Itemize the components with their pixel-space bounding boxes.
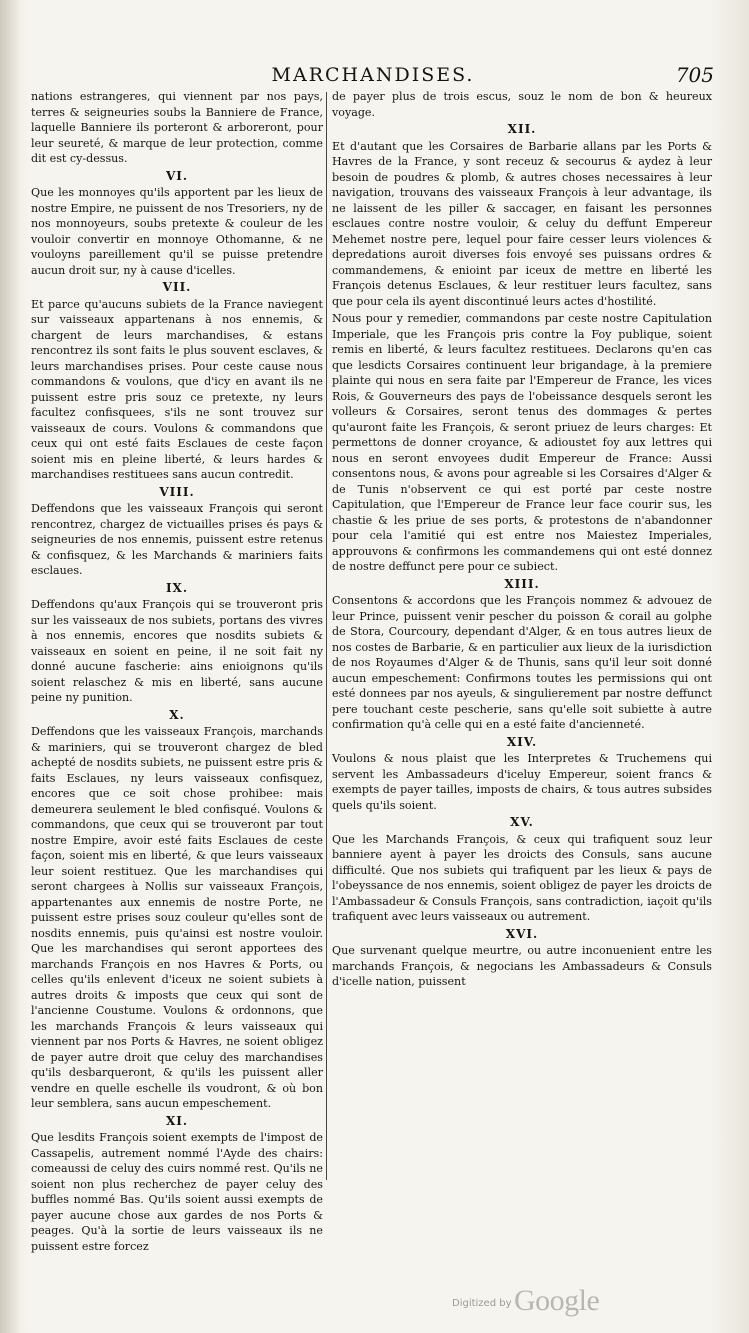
article-number-viii: VIII. [159,484,195,499]
article-xvi-text: Que survenant quelque meurtre, ou autre inconuenient entre les marchands François, & negocians les Ambassadeurs & Consuls d'icelle nation, puissent [332,944,712,988]
page-gutter-shadow [0,0,20,1333]
article-xi-text: Que lesdits François soient exempts de l'impost de Cassapelis, autrement nommé l'Ayde des chairs: comeaussi de celuy des cuirs nommé rest. Qu'ils ne soient non plus recherchez de payer celuy des buffles nommé Bas. Qu'ils soient aussi exempts de payer aucune chose aux gardes de nos Ports & peages. Qu'à la sortie de leurs vaisseaux ils ne puissent estre forcez [31,1131,323,1253]
column-rule [326,92,327,1180]
article-vi-text: Que les monnoyes qu'ils apportent par les lieux de nostre Empire, ne puissent de nos Tresoriers, ny de nos monnoyeurs, soubs pretexte & couleur de les vouloir convertir en monnoye Othomanne, & ne vouloyns pareillement qu'il se puisse pretendre aucun droit sur, ny à cause d'icelles. [31,186,323,277]
article-x-text: Deffendons que les vaisseaux François, marchands & mariniers, qui se trouveront chargez de bled achepté de nosdits subiets, ne puissent estre pris & faits Esclaues, ny leurs vaisseaux confisquez, encores que ce soit chose prohibee: mais demeurera seulement le bled confisqué. Voulons & commandons, que ceux qui se trouveront par tout nostre Empire, avoir esté faits Esclaues de ceste façon, soient mis en liberté, & que leurs vaisseaux leur soient restituez. Que les marchandises qui seront chargees à Nollis sur vaisseaux François, appartenantes aux ennemis de nostre Porte, ne puissent estre prises souz couleur qu'elles sont de nosdits ennemis, puis qu'ainsi est nostre vouloir. Que les marchandises qui seront apportees des marchands François en nos Havres & Ports, ou celles qu'ils enlevent d'iceux ne soient subiets à autres droits & imposts que ceux qui sont de l'ancienne Coustume. Voulons & ordonnons, que les marchands François & leurs vaisseaux qui viennent par nos Ports & Havres, ne soient obligez de payer autre droit que celuy des marchandises qu'ils desbarqueront, & qu'ils les puissent aller vendre en quelle eschelle ils voudront, & où bon leur semblera, sans aucun empeschement. [31,725,323,1110]
article-vii-text: Et parce qu'aucuns subiets de la France naviegent sur vaisseaux appartenans à nos ennemis, & chargent de leurs marchandises, & estans rencontrez ils sont faits le plus souvent esclaves, & leurs marchandises prises. Pour ceste cause nous commandons & voulons, que d'icy en avant ils ne puissent estre pris souz ce pretexte, ny leurs facultez confisquees, s'ils ne sont trouvez sur vaisseaux de cours. Voulons & commandons que ceux qui ont esté faits Esclaues de ceste façon soient mis en pleine liberté, & leurs hardes & marchandises restituees sans aucun contredit. [31,297,323,481]
article-number-ix: IX. [165,580,189,595]
running-title: MARCHANDISES. [271,64,475,86]
article-ix-text: Deffendons qu'aux François qui se trouveront pris sur les vaisseaux de nos subiets, portans des vivres à nos ennemis, encores que nosdits subiets & vaisseaux en soient en peine, il ne soit fait ny donné aucune fascherie: ains enioignons qu'ils soient relaschez & mis en liberté, sans aucune peine ny punition. [31,598,323,704]
page-header [32,60,714,90]
article-viii-text: Deffendons que les vaisseaux François qui seront rencontrez, chargez de victuailles prises és pays & seigneuries de nos ennemis, puissent estre retenus & confisquez, & les Marchands & mariniers faits esclaues. [31,502,323,577]
right-column [332,89,712,1219]
google-logo: Google [514,1284,600,1317]
article-xiv-text: Voulons & nous plaist que les Interpretes & Truchemens qui servent les Ambassadeurs d'iceluy Empereur, soient francs & exempts de payer tailles, imposts de chairs, & tous autres subsides quels qu'ils soient. [332,752,712,812]
article-number-xiii: XIII. [504,576,540,591]
article-xii-text: Et d'autant que les Corsaires de Barbarie allans par les Ports & Havres de la France, y sont receuz & secourus & aydez à leur besoin de poudres & plomb, & autres choses necessaires à leur navigation, trouvans des vaisseaux François à leur advantage, ils ne laissent de les piller & saccager, en faisant les personnes esclaues contre nostre vouloir, & celuy du deffunt Empereur Mehemet nostre pere, lequel pour faire cesser leurs violences & depredations auroit diverses fois envoyé ses puissans ordres & commandemens, & enioint par iceux de mettre en liberté les François detenus Esclaues, & leur restituer leurs facultez, sans que pour cela ils ayent discontinué leurs actes d'hostilité. [332,139,712,308]
article-number-x: X. [169,707,185,722]
article-number-xii: XII. [507,122,537,136]
paragraph-continued: nations estrangeres, qui viennent par nos pays, terres & seigneuries soubs la Banniere de France, laquelle Banniere ils porteront & arboreront, pour leur seureté, & marque de leur protection, comme dit est cy-dessus. [31,90,323,165]
page-number: 705 [675,63,714,87]
article-xii-remedy-text: Nous pour y remedier, commandons par ceste nostre Capitulation Imperiale, que les François pris contre la Foy publique, soient remis en liberté, & leurs facultez restituees. Declarons qu'en cas que lesdicts Corsaires continuent leur brigandage, à la premiere plainte qui nous en sera faite par l'Empereur de France, les vices Rois, & Gouverneurs des pays de l'obeissance desquels seront les volleurs & Corsaires, seront tenus des dommages & pertes qu'auront faite les François, & seront priuez de leurs charges: Et permettons de donner croyance, & adioustet foy aux lettres qui nous en seront envoyees dudit Empereur de France: Aussi consentons nous, & avons pour agreable si les Corsaires d'Alger & de Tunis n'observent ce qui est porté par ceste nostre Capitulation, que l'Empereur de France leur face courir sus, les chastie & les priue de ses ports, & protestons de n'abandonner pour cela l'amitié qui est entre nos Maiestez Imperiales, approuvons & confirmons les commandemens qui ont esté donnez de nostre deffunct pere pour ce subiect. [332,312,712,573]
watermark-prefix: Digitized by [452,1298,512,1309]
digitization-watermark [452,1284,622,1320]
paragraph-continued: de payer plus de trois escus, souz le nom de bon & heureux voyage. [332,90,712,119]
article-number-xi: XI. [165,1113,189,1128]
left-column [31,89,323,1253]
article-number-vi: VI. [165,168,189,183]
article-number-xvi: XVI. [505,926,539,941]
article-xv-text: Que les Marchands François, & ceux qui trafiquent souz leur banniere ayent à payer les droicts des Consuls, sans aucune difficulté. Que nos subiets qui trafiquent par les lieux & pays de l'obeyssance de nos ennemis, soient obligez de payer les droicts de l'Ambassadeur & Consuls François, sans contradiction, iaçoit qu'ils trafiquent avec leurs vaisseaux ou autrement. [332,832,712,923]
article-number-vii: VII. [162,280,192,294]
article-number-xv: XV. [510,815,534,829]
article-xiii-text: Consentons & accordons que les François nommez & advouez de leur Prince, puissent venir pescher du poisson & corail au golphe de Stora, Courcoury, dependant d'Alger, & en tous autres lieux de nos costes de Barbarie, & en particulier aux lieux de la iurisdiction de nos Royaumes d'Alger & de Thunis, sans qu'il leur soit donné aucun empeschement: Confirmons toutes les permissions qui ont esté donnees par nos ayeuls, & singulierement par nostre deffunct pere touchant ceste pescherie, sans qu'elle soit subiette à autre confirmation qu'à celle qui en a esté faite d'ancienneté. [332,594,712,731]
article-number-xiv: XIV. [506,734,538,749]
